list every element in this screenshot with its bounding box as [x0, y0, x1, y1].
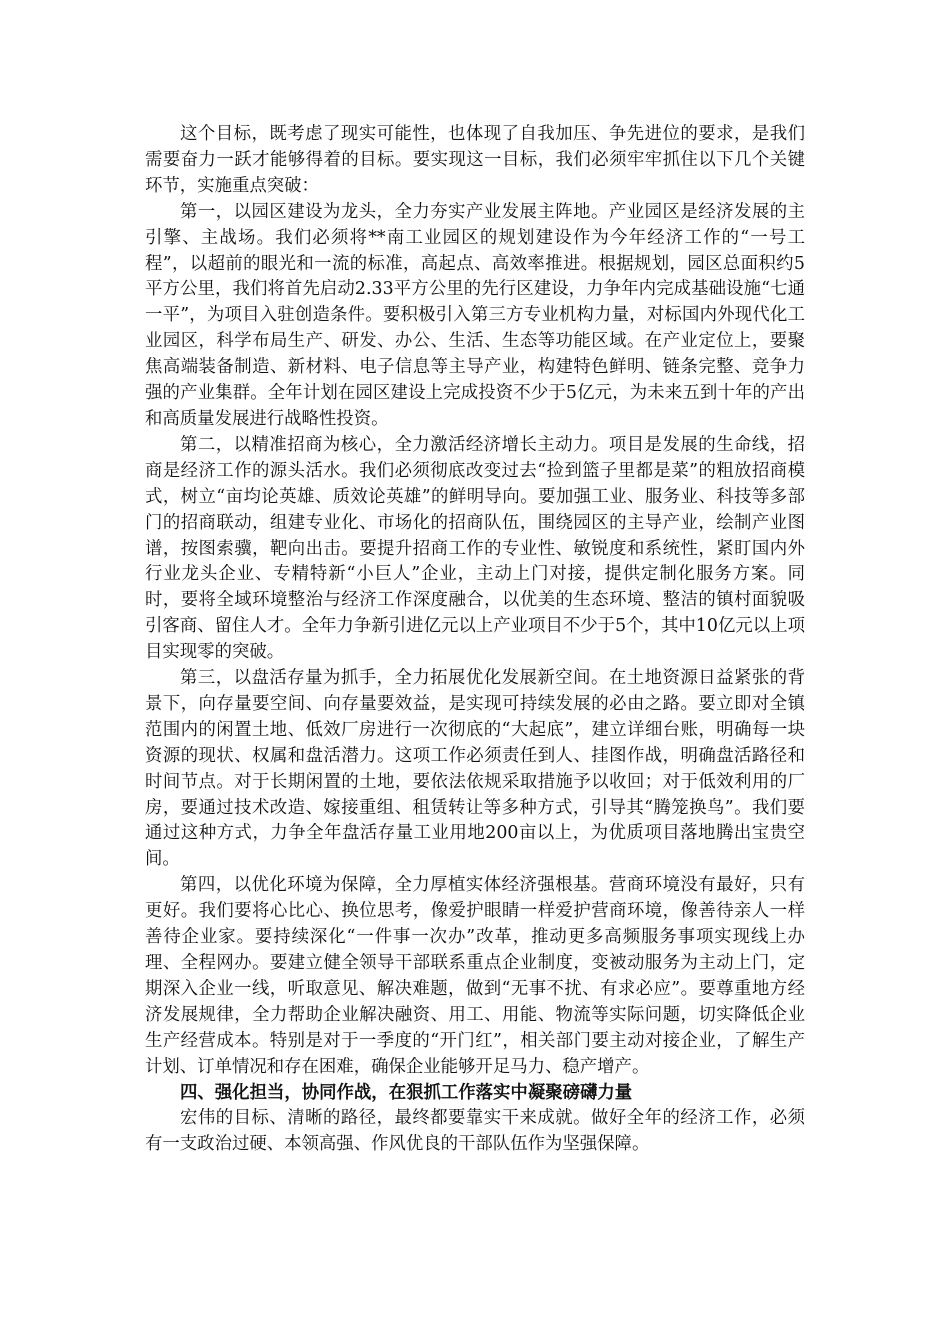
document-page	[145, 122, 805, 1158]
paragraph-point-two-investment-attraction: 第二，以精准招商为核心，全力激活经济增长主动力。项目是发展的生命线，招商是经济工作的源头活水。我们必须彻底改变过去“捡到篮子里都是菜”的粗放招商模式，树立“亩均论英雄、质效论英雄”的鲜明导向。要加强工业、服务业、科技等多部门的招商联动，组建专业化、市场化的招商队伍，围绕园区的主导产业，绘制产业图谱，按图索骥，靶向出击。要提升招商工作的专业性、敏锐度和系统性，紧盯国内外行业龙头企业、专精特新“小巨人”企业，主动上门对接，提供定制化服务方案。同时，要将全域环境整治与经济工作深度融合，以优美的生态环境、整洁的镇村面貌吸引客商、留住人才。全年力争新引进亿元以上产业项目不少于5个，其中10亿元以上项目实现零的突破。	[145, 434, 805, 663]
section-heading-four: 四、强化担当，协同作战，在狠抓工作落实中凝聚磅礴力量	[180, 1082, 633, 1103]
paragraph-section-four-intro: 宏伟的目标、清晰的路径，最终都要靠实干来成就。做好全年的经济工作，必须有一支政治过硬、本领高强、作风优良的干部队伍作为坚强保障。	[145, 1108, 805, 1155]
paragraph-point-one-park-construction: 第一，以园区建设为龙头，全力夯实产业发展主阵地。产业园区是经济发展的主引擎、主战场。我们必须将**南工业园区的规划建设作为今年经济工作的“一号工程”，以超前的眼光和一流的标准，高起点、高效率推进。根据规划，园区总面积约5平方公里，我们将首先启动2.33平方公里的先行区建设，力争年内完成基础设施“七通一平”，为项目入驻创造条件。要积极引入第三方专业机构力量，对标国内外现代化工业园区，科学布局生产、研发、办公、生活、生态等功能区域。在产业定位上，要聚焦高端装备制造、新材料、电子信息等主导产业，构建特色鲜明、链条完整、竞争力强的产业集群。全年计划在园区建设上完成投资不少于5亿元，为未来五到十年的产出和高质量发展进行战略性投资。	[145, 201, 805, 429]
paragraph-goal-intro: 这个目标，既考虑了现实可能性，也体现了自我加压、争先进位的要求，是我们需要奋力一跃才能够得着的目标。要实现这一目标，我们必须牢牢抓住以下几个关键环节，实施重点突破：	[145, 124, 805, 196]
paragraph-point-four-business-environment: 第四，以优化环境为保障，全力厚植实体经济强根基。营商环境没有最好，只有更好。我们要将心比心、换位思考，像爱护眼睛一样爱护营商环境，像善待亲人一样善待企业家。要持续深化“一件事一次办”改革，推动更多高频服务事项实现线上办理、全程网办。要建立健全领导干部联系重点企业制度，变被动服务为主动上门，定期深入企业一线，听取意见、解决难题，做到“无事不扰、有求必应”。要尊重地方经济发展规律，全力帮助企业解决融资、用工、用能、物流等实际问题，切实降低企业生产经营成本。特别是对于一季度的“开门红”，相关部门要主动对接企业，了解生产计划、订单情况和存在困难，确保企业能够开足马力、稳产增产。	[145, 875, 805, 1077]
paragraph-point-three-revitalize-stock: 第三，以盘活存量为抓手，全力拓展优化发展新空间。在土地资源日益紧张的背景下，向存量要空间、向存量要效益，是实现可持续发展的必由之路。要立即对全镇范围内的闲置土地、低效厂房进行一次彻底的“大起底”，建立详细台账，明确每一块资源的现状、权属和盘活潜力。这项工作必须责任到人、挂图作战，明确盘活路径和时间节点。对于长期闲置的土地，要依法依规采取措施予以收回；对于低效利用的厂房，要通过技术改造、嫁接重组、租赁转让等多种方式，引导其“腾笼换鸟”。我们要通过这种方式，力争全年盘活存量工业用地200亩以上，为优质项目落地腾出宝贵空间。	[145, 668, 805, 870]
